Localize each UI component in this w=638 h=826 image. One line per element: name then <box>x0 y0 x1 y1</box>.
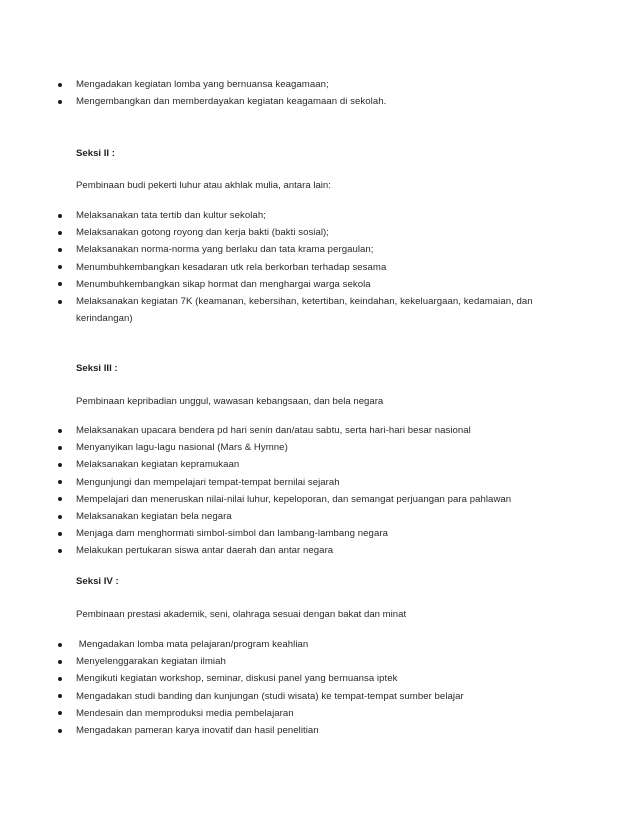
bullet-icon <box>58 300 62 304</box>
section-heading-seksi-3: Seksi III : <box>76 363 118 374</box>
list-item-text: Mempelajari dan meneruskan nilai-nilai luhur, kepeloporan, dan semangat perjuangan para pahlawan <box>76 493 512 505</box>
section-heading-seksi-4: Seksi IV : <box>76 576 119 587</box>
list-item <box>0 456 638 473</box>
list-item <box>0 688 638 705</box>
list-item-text: Mendesain dan memproduksi media pembelajaran <box>76 707 294 719</box>
list-item <box>0 474 638 491</box>
section-intro-seksi-3: Pembinaan kepribadian unggul, wawasan kebangsaan, dan bela negara <box>76 396 384 407</box>
list-item <box>0 224 638 241</box>
list-item <box>0 293 638 327</box>
list-item <box>0 491 638 508</box>
list-item-text: Mengadakan kegiatan lomba yang bernuansa keagamaan; <box>76 79 329 90</box>
seksi-2-bullet-list <box>0 207 638 327</box>
list-item <box>0 93 638 110</box>
top-bullet-list <box>0 76 638 110</box>
section-heading-seksi-2: Seksi II : <box>76 148 115 159</box>
bullet-icon <box>58 660 62 664</box>
list-item-text: Menjaga dam menghormati simbol-simbol dan lambang-lambang negara <box>76 528 388 540</box>
bullet-icon <box>58 497 62 501</box>
list-item <box>0 422 638 439</box>
list-item-text: Melakukan pertukaran siswa antar daerah dan antar negara <box>76 545 334 557</box>
bullet-icon <box>58 515 62 519</box>
bullet-icon <box>58 480 62 484</box>
bullet-icon <box>58 711 62 715</box>
seksi-3-bullet-list <box>0 422 638 560</box>
bullet-icon <box>58 248 62 252</box>
list-item <box>0 76 638 93</box>
bullet-icon <box>58 429 62 433</box>
bullet-icon <box>58 231 62 235</box>
list-item-text: Menumbuhkembangkan kesadaran utk rela berkorban terhadap sesama <box>76 261 387 273</box>
list-item <box>0 241 638 258</box>
list-item <box>0 653 638 670</box>
bullet-icon <box>58 549 62 553</box>
bullet-icon <box>58 265 62 269</box>
list-item <box>0 705 638 722</box>
list-item-text: Menumbuhkembangkan sikap hormat dan menghargai warga sekola <box>76 278 371 290</box>
list-item <box>0 722 638 739</box>
bullet-icon <box>58 643 62 647</box>
bullet-icon <box>58 677 62 681</box>
list-item-text: Mengadakan lomba mata pelajaran/program keahlian <box>76 639 309 650</box>
list-item-text: Melaksanakan kegiatan bela negara <box>76 511 232 523</box>
list-item-text: Melaksanakan upacara bendera pd hari senin dan/atau sabtu, serta hari-hari besar nasional <box>76 425 471 436</box>
bullet-icon <box>58 463 62 467</box>
list-item <box>0 207 638 224</box>
list-item <box>0 636 638 653</box>
bullet-icon <box>58 214 62 218</box>
list-item <box>0 670 638 687</box>
list-item-text: Mengembangkan dan memberdayakan kegiatan keagamaan di sekolah. <box>76 96 387 108</box>
list-item <box>0 276 638 293</box>
list-item-text: Melaksanakan kegiatan 7K (keamanan, kebersihan, ketertiban, keindahan, kekeluargaan, kedamaian, dan kerindangan) <box>76 296 533 325</box>
list-item <box>0 259 638 276</box>
list-item-text: Melaksanakan tata tertib dan kultur sekolah; <box>76 210 266 221</box>
bullet-icon <box>58 729 62 733</box>
seksi-4-bullet-list <box>0 636 638 739</box>
section-intro-seksi-4: Pembinaan prestasi akademik, seni, olahraga sesuai dengan bakat dan minat <box>76 609 407 620</box>
list-item-text: Mengadakan pameran karya inovatif dan hasil penelitian <box>76 725 319 737</box>
list-item-text: Melaksanakan gotong royong dan kerja bakti (bakti sosial); <box>76 227 330 239</box>
bullet-icon <box>58 83 62 87</box>
list-item-text: Mengadakan studi banding dan kunjungan (studi wisata) ke tempat-tempat sumber belajar <box>76 690 464 702</box>
bullet-icon <box>58 282 62 286</box>
list-item-text: Mengunjungi dan mempelajari tempat-tempat bernilai sejarah <box>76 476 340 488</box>
bullet-icon <box>58 446 62 450</box>
list-item-text: Melaksanakan kegiatan kepramukaan <box>76 459 240 471</box>
bullet-icon <box>58 694 62 698</box>
bullet-icon <box>58 532 62 536</box>
list-item <box>0 542 638 559</box>
list-item <box>0 439 638 456</box>
list-item-text: Melaksanakan norma-norma yang berlaku dan tata krama pergaulan; <box>76 244 374 256</box>
list-item <box>0 508 638 525</box>
bullet-icon <box>58 100 62 104</box>
section-intro-seksi-2: Pembinaan budi pekerti luhur atau akhlak mulia, antara lain: <box>76 180 331 191</box>
list-item-text: Menyanyikan lagu-lagu nasional (Mars & Hymne) <box>76 442 288 454</box>
list-item-text: Menyelenggarakan kegiatan ilmiah <box>76 656 226 668</box>
list-item <box>0 525 638 542</box>
list-item-text: Mengikuti kegiatan workshop, seminar, diskusi panel yang bernuansa iptek <box>76 673 398 685</box>
